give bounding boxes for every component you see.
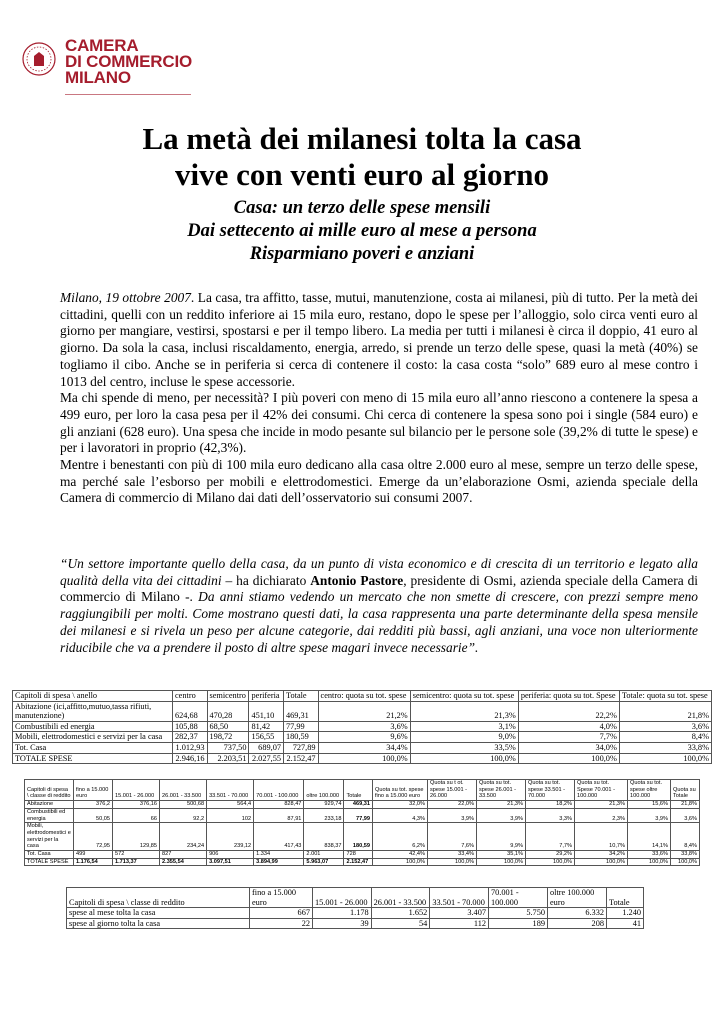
table-cell: 77,99	[284, 721, 319, 732]
table-cell: 2,3%	[575, 808, 628, 822]
table-cell: 22,0%	[428, 801, 477, 809]
table-cell: 3,9%	[477, 808, 526, 822]
table-cell: Mobili, elettrodomestici e servizi per la casa	[13, 732, 173, 743]
table-header: 70.001 - 100.000	[254, 780, 304, 801]
table-cell: 3,6%	[619, 721, 711, 732]
table-row	[25, 801, 700, 809]
table-cell: 33,8%	[619, 742, 711, 753]
table-cell: 1.334	[254, 851, 304, 859]
table-row	[13, 732, 712, 743]
table-cell: 4,3%	[373, 808, 428, 822]
table-cell: 81,42	[249, 721, 284, 732]
table-cell: 7,6%	[428, 823, 477, 851]
table-row	[13, 721, 712, 732]
table-cell: Combustibili ed energia	[25, 808, 74, 822]
table-row	[13, 753, 712, 764]
table-cell: 68,50	[207, 721, 249, 732]
table-cell: 728	[344, 851, 373, 859]
table-cell: 3,1%	[410, 721, 518, 732]
table-cell: 33,5%	[410, 742, 518, 753]
table-cell: 21,3%	[575, 801, 628, 809]
table-cell: 35,1%	[477, 851, 526, 859]
table-header-row	[25, 780, 700, 801]
table-cell: Abitazione (ici,affitto,mutuo,tassa rifiuti, manutenzione)	[13, 701, 173, 721]
table-cell: 906	[207, 851, 254, 859]
table-cell: 100,0%	[477, 858, 526, 866]
table-cell: 2.001	[304, 851, 344, 859]
table-cell: 499	[74, 851, 113, 859]
table-cell: 34,0%	[518, 742, 619, 753]
table-cell: 105,88	[173, 721, 208, 732]
table-cell: 417,43	[254, 823, 304, 851]
table-cell: 469,31	[344, 801, 373, 809]
table-cell: 1.652	[371, 908, 430, 919]
table-cell: 21,3%	[477, 801, 526, 809]
table-cell: 3,6%	[318, 721, 410, 732]
table-cell: 5.963,07	[304, 858, 344, 866]
table-header: oltre 100.000 euro	[548, 888, 607, 908]
table-header: centro	[173, 691, 208, 702]
table-cell: 21,8%	[671, 801, 700, 809]
table-cell: 4,0%	[518, 721, 619, 732]
table-cell: 180,59	[344, 823, 373, 851]
subtitle-1: Casa: un terzo delle spese mensili	[233, 198, 491, 218]
table-cell: 7,7%	[526, 823, 575, 851]
table-cell: 689,07	[249, 742, 284, 753]
table-cell: Abitazione	[25, 801, 74, 809]
table-header: 70.001 - 100.000	[489, 888, 548, 908]
table-row	[25, 808, 700, 822]
logo-line-3: MILANO	[65, 68, 131, 87]
table-cell: 3,6%	[671, 808, 700, 822]
seal-icon	[22, 42, 56, 76]
headline-line-2: vive con venti euro al giorno	[175, 157, 549, 192]
table-cell: 572	[113, 851, 160, 859]
table-cell: Mobili, elettrodomestici e servizi per la casa	[25, 823, 74, 851]
table-row	[67, 918, 644, 929]
table-cell: 564,4	[207, 801, 254, 809]
table-cell: 500,68	[160, 801, 207, 809]
table-cell: 112	[430, 918, 489, 929]
table-cell: 3,9%	[628, 808, 671, 822]
table-header-row	[13, 691, 712, 702]
table-cell: 1.178	[313, 908, 372, 919]
table-cell: 929,74	[304, 801, 344, 809]
table-cell: 1.240	[607, 908, 644, 919]
table-row	[67, 908, 644, 919]
table-row	[25, 858, 700, 866]
table-cell: 100,0%	[575, 858, 628, 866]
table-cell: Combustibili ed energia	[13, 721, 173, 732]
table-cell: 15,6%	[628, 801, 671, 809]
table-cell: 92,2	[160, 808, 207, 822]
table-cell: 87,91	[254, 808, 304, 822]
table-cell: 100,0%	[628, 858, 671, 866]
table-header: 15.001 - 26.000	[313, 888, 372, 908]
table-cell: 72,95	[74, 823, 113, 851]
table-cell: 239,12	[207, 823, 254, 851]
table-header: Totale: quota su tot. spese	[619, 691, 711, 702]
table-cell: spese al mese tolta la casa	[67, 908, 250, 919]
table-header: semicentro: quota su tot. spese	[410, 691, 518, 702]
table-header: Totale	[344, 780, 373, 801]
table-cell: 21,3%	[410, 701, 518, 721]
table-header: Capitoli di spesa \ anello	[13, 691, 173, 702]
table-cell: 100,0%	[318, 753, 410, 764]
table-cell: 234,24	[160, 823, 207, 851]
table-header: Capitoli di spesa \ classe di reddito	[67, 888, 250, 908]
table-cell: 34,2%	[575, 851, 628, 859]
table-cell: 2.355,54	[160, 858, 207, 866]
quote-text: Da anni stiamo vedendo un mercato che non smette di crescere, con prezzi sempre meno raggiungibili per molti. Come mostrano questi dati, la casa rappresenta una parte determinante della spesa mensile dei milanesi e si rivela un peso per alcune categorie, dai redditi più bassi, agli anziani, una voce non ulteriormente riducibile che va a prendere il posto di altre spese magari invece necessarie”.	[60, 589, 698, 655]
table-cell: 22,2%	[518, 701, 619, 721]
table-cell: 727,89	[284, 742, 319, 753]
article-paragraph-1	[60, 290, 698, 507]
table-row	[25, 823, 700, 851]
table-cell: 2.203,51	[207, 753, 249, 764]
table-cell: 8,4%	[619, 732, 711, 743]
table-cell: 18,2%	[526, 801, 575, 809]
table-cell: 9,6%	[318, 732, 410, 743]
table-cell: 376,2	[74, 801, 113, 809]
table-header-row	[67, 888, 644, 908]
dateline: Milano, 19 ottobre 2007	[60, 290, 191, 305]
table-cell: 41	[607, 918, 644, 929]
table-header: Totale	[607, 888, 644, 908]
table-header: Quota su tot. spese oltre 100.000	[628, 780, 671, 801]
table-cell: 3,3%	[526, 808, 575, 822]
table-cell: 100,0%	[410, 753, 518, 764]
table-header: fino a 15.000 euro	[74, 780, 113, 801]
table-cell: 3,9%	[428, 808, 477, 822]
table-cell: 32,0%	[373, 801, 428, 809]
table-cell: 470,28	[207, 701, 249, 721]
table-cell: 1.012,93	[173, 742, 208, 753]
table-header: Quota su Totale	[671, 780, 700, 801]
table-cell: 7,7%	[518, 732, 619, 743]
table-cell: 66	[113, 808, 160, 822]
table-by-income	[24, 779, 700, 866]
subtitle-2: Dai settecento ai mille euro al mese a persona	[187, 221, 537, 241]
table-cell: 451,10	[249, 701, 284, 721]
speaker-name: Antonio Pastore	[310, 572, 404, 588]
table-cell: 2.946,16	[173, 753, 208, 764]
logo-line-2: DI COMMERCIO	[65, 52, 192, 71]
table-cell: 827	[160, 851, 207, 859]
table-cell: 39	[313, 918, 372, 929]
table-cell: 9,9%	[477, 823, 526, 851]
table-cell: 100,0%	[518, 753, 619, 764]
table-cell: 233,18	[304, 808, 344, 822]
table-header: Quota su t ot. spese 15.001 - 26.000	[428, 780, 477, 801]
table-header: fino a 15.000 euro	[250, 888, 313, 908]
table-cell: 2.152,47	[284, 753, 319, 764]
table-header: 33.501 - 70.000	[430, 888, 489, 908]
table-cell: 2.027,55	[249, 753, 284, 764]
table-cell: 33,6%	[628, 851, 671, 859]
table-cell: 100,0%	[428, 858, 477, 866]
table-cell: 469,31	[284, 701, 319, 721]
table-header: 33.501 - 70.000	[207, 780, 254, 801]
table-cell: 34,4%	[318, 742, 410, 753]
table-row	[13, 701, 712, 721]
table-cell: 208	[548, 918, 607, 929]
table-cell: 100,0%	[619, 753, 711, 764]
table-cell: Tot. Casa	[25, 851, 74, 859]
table-cell: 102	[207, 808, 254, 822]
table-cell: 29,2%	[526, 851, 575, 859]
table-header: Quota su tot. spese 26.001 - 33.500	[477, 780, 526, 801]
table-header: Quota su tot. spese 33.501 - 70.000	[526, 780, 575, 801]
table-cell: 2.152,47	[344, 858, 373, 866]
table-cell: 189	[489, 918, 548, 929]
chamber-logo	[22, 38, 197, 98]
table-row	[25, 851, 700, 859]
table-cell: 100,0%	[373, 858, 428, 866]
table-cell: 8,4%	[671, 823, 700, 851]
paragraph-text: Ma chi spende di meno, per necessità? I più poveri con meno di 15 mila euro all’anno riescono a contenere la spesa a 499 euro, per loro la casa pesa per il 42% dei consumi. Chi cerca di contenere la spesa sono poi i single (584 euro) e gli anziani (628 euro). Una spesa che incide in modo pesante sul bilancio per le persone sole (39,2% di tutte le spese) e per i lavoratori in proprio (42,3%).	[60, 390, 698, 456]
table-cell: 376,16	[113, 801, 160, 809]
table-header: periferia	[249, 691, 284, 702]
table-cell: 54	[371, 918, 430, 929]
table-cell: 6.332	[548, 908, 607, 919]
table-header: centro: quota su tot. spese	[318, 691, 410, 702]
table-cell: 50,05	[74, 808, 113, 822]
table-cell: 156,55	[249, 732, 284, 743]
quote-text: “Un settore importante quello della casa, da un punto di vista economico e di crescita di un territorio e legato alla qualità della vita dei cittadini	[60, 556, 698, 588]
table-cell: spese al giorno tolta la casa	[67, 918, 250, 929]
table-cell: 33,8%	[671, 851, 700, 859]
table-cell: 22	[250, 918, 313, 929]
table-header: 15.001 - 26.000	[113, 780, 160, 801]
table-by-area	[12, 690, 712, 764]
table-cell: 198,72	[207, 732, 249, 743]
table-header: oltre 100.000	[304, 780, 344, 801]
table-cell: 33,4%	[428, 851, 477, 859]
table-cell: 10,7%	[575, 823, 628, 851]
table-daily-spending	[66, 887, 644, 929]
headline-line-1: La metà dei milanesi tolta la casa	[142, 121, 582, 156]
table-cell: 1.176,54	[74, 858, 113, 866]
table-header: Capitoli di spesa \ classe di reddito	[25, 780, 74, 801]
table-cell: 828,47	[254, 801, 304, 809]
table-cell: 282,37	[173, 732, 208, 743]
table-header: Totale	[284, 691, 319, 702]
table-cell: 1.713,37	[113, 858, 160, 866]
table-cell: 129,85	[113, 823, 160, 851]
table-cell: 6,2%	[373, 823, 428, 851]
paragraph-text: , presidente di Osmi, azienda speciale della Camera di commercio di Milano -.	[60, 572, 698, 605]
paragraph-text: . La casa, tra affitto, tasse, mutui, manutenzione, costa ai milanesi, più di tutto. Per la metà dei cittadini, quelli con un reddito inferiore ai 15 mila euro, restano, dopo le spese per l’alloggio, solo circa venti euro al giorno per mangiare, vestirsi, spostarsi e per il tempo libero. La media per tutti i milanesi è circa il doppio, 41 euro al giorno. Da sola la casa, inclusi riscaldamento, energia, arredo, si prende un terzo delle spese, quasi la metà (40%) se togliamo il cibo. Anche se in periferia si cerca di contenere il costo: la casa costa “solo” 689 euro al mese contro i 1013 del centro, incluse le spese accessorie.	[60, 290, 699, 389]
table-cell: 180,59	[284, 732, 319, 743]
table-cell: 77,99	[344, 808, 373, 822]
table-cell: 737,50	[207, 742, 249, 753]
table-cell: 14,1%	[628, 823, 671, 851]
table-cell: TOTALE SPESE	[25, 858, 74, 866]
paragraph-text: Mentre i benestanti con più di 100 mila euro dedicano alla casa oltre 2.000 euro al mese, sempre un terzo delle spese, ma perché sale l’esborso per mobili e elettrodomestici. Emerge da un’elaborazione Osmi, azienda speciale della Camera di commercio di Milano dai dati dell’osservatorio sui consumi 2007.	[60, 457, 698, 506]
table-cell: TOTALE SPESE	[13, 753, 173, 764]
table-cell: 21,8%	[619, 701, 711, 721]
table-cell: 3.097,51	[207, 858, 254, 866]
table-cell: 5.750	[489, 908, 548, 919]
table-cell: 100,0%	[526, 858, 575, 866]
subtitle-3: Risparmiano poveri e anziani	[249, 244, 475, 264]
logo-divider	[65, 94, 191, 95]
table-cell: 3.407	[430, 908, 489, 919]
table-cell: Tot. Casa	[13, 742, 173, 753]
article-paragraph-2	[60, 556, 698, 656]
table-cell: 667	[250, 908, 313, 919]
table-header: Quota su tot. spese fino a 15.000 euro	[373, 780, 428, 801]
table-header: 26.001 - 33.500	[160, 780, 207, 801]
table-header: 26.001 - 33.500	[371, 888, 430, 908]
table-cell: 21,2%	[318, 701, 410, 721]
table-cell: 9,0%	[410, 732, 518, 743]
table-header: periferia: quota su tot. Spese	[518, 691, 619, 702]
logo-line-1: CAMERA	[65, 36, 139, 55]
table-header: semicentro	[207, 691, 249, 702]
table-cell: 838,37	[304, 823, 344, 851]
table-cell: 42,4%	[373, 851, 428, 859]
table-cell: 100,0%	[671, 858, 700, 866]
table-cell: 624,68	[173, 701, 208, 721]
paragraph-text: – ha dichiarato	[221, 572, 311, 588]
table-cell: 3.894,99	[254, 858, 304, 866]
table-row	[13, 742, 712, 753]
table-header: Quota su tot. Spese 70.001 - 100.000	[575, 780, 628, 801]
